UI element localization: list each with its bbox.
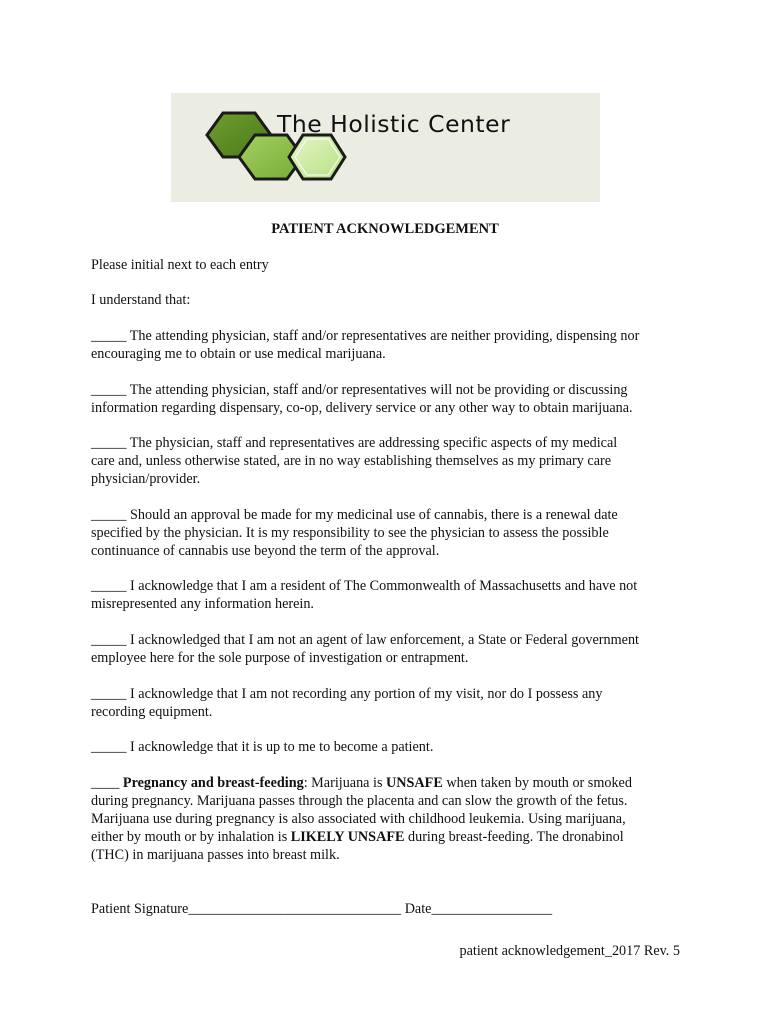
entry-6: _____ I acknowledged that I am not an agent of law enforcement, a State or Federal government employee here for the sole purpose of investigation or entrapment. [91,632,639,666]
initial-blank[interactable]: _____ [91,739,127,755]
initial-blank[interactable]: _____ [91,686,127,702]
entry-3: _____ The physician, staff and representatives are addressing specific aspects of my medical care and, unless otherwise stated, are in no way establishing themselves as my primary care physician/provider. [91,435,618,487]
logo-text: The Holistic Center [277,110,511,138]
entry-8: _____ I acknowledge that it is up to me to become a patient. [91,739,434,755]
entry-pregnancy: ____ Pregnancy and breast-feeding: Marijuana is UNSAFE when taken by mouth or smoked during pregnancy. Marijuana passes through the placenta and can slow the growth of the fetus. Marijuana use during pregnancy is also associated with childhood leukemia. Using marijuana, either by mouth or by inhalation is LIKELY UNSAFE during breast-feeding. The dronabinol (THC) in marijuana passes into breast milk. [91,775,632,863]
intro-text: I understand that: [91,292,191,308]
date-label: Date [401,901,432,917]
initial-blank[interactable]: _____ [91,435,127,451]
entry-1: _____ The attending physician, staff and/or representatives are neither providing, dispensing nor encouraging me to obtain or use medical marijuana. [91,328,640,362]
initial-blank[interactable]: ____ [91,775,120,791]
initial-blank[interactable]: _____ [91,507,127,523]
signature-label: Patient Signature [91,901,189,917]
signature-row [91,900,691,918]
entry-5: _____ I acknowledge that I am a resident of The Commonwealth of Massachusetts and have not misrepresented any information herein. [91,578,638,612]
signature-field[interactable]: ______________________________ [188,901,402,917]
initial-blank[interactable]: _____ [91,578,127,594]
date-field[interactable]: _________________ [431,901,553,917]
initial-blank[interactable]: _____ [91,632,127,648]
instruction-text: Please initial next to each entry [91,257,269,273]
initial-blank[interactable]: _____ [91,328,127,344]
entry-7: _____ I acknowledge that I am not recording any portion of my visit, nor do I possess any recording equipment. [91,686,603,720]
hexagon-light [289,135,345,179]
likely-unsafe-emphasis: LIKELY UNSAFE [290,829,405,845]
initial-blank[interactable]: _____ [91,382,127,398]
entry-2: _____ The attending physician, staff and/or representatives will not be providing or discussing information regarding dispensary, co-op, delivery service or any other way to obtain marijuana. [91,382,633,416]
document-title: PATIENT ACKNOWLEDGEMENT [271,221,499,237]
entry-4: _____ Should an approval be made for my medicinal use of cannabis, there is a renewal date specified by the physician. It is my responsibility to see the physician to assess the possible continuance of cannabis use beyond the term of the approval. [91,507,618,559]
pregnancy-heading: Pregnancy and breast-feeding [119,775,304,791]
unsafe-emphasis: UNSAFE [386,775,443,791]
footer-revision: patient acknowledgement_2017 Rev. 5 [459,943,680,959]
logo [171,93,600,202]
